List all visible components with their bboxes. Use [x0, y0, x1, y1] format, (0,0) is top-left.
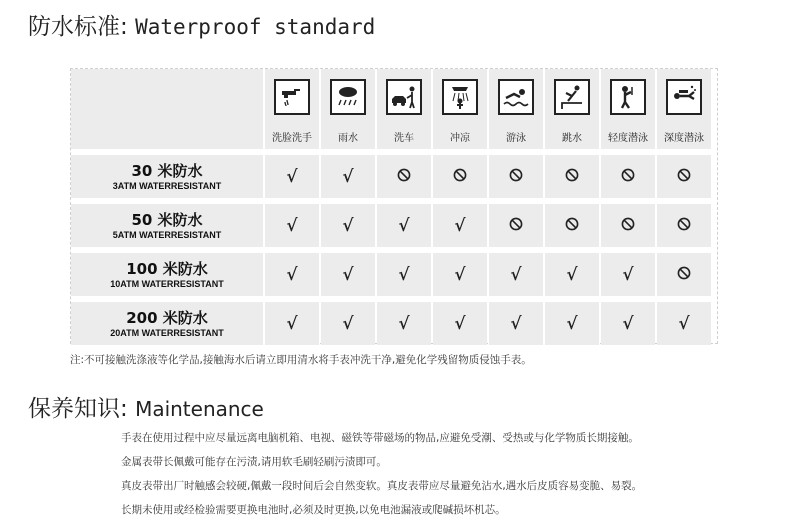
column-label: 冲凉 [450, 133, 470, 144]
column-header [321, 69, 375, 149]
table-cell [377, 204, 431, 247]
check-mark: √ [454, 215, 466, 236]
check-mark: √ [286, 166, 298, 187]
waterproof-table [70, 68, 718, 344]
column-label: 洗车 [394, 133, 414, 144]
row-header [71, 253, 263, 296]
table-cell [377, 253, 431, 296]
table-cell [265, 302, 319, 345]
waterproof-title-en: Waterproof standard [135, 15, 376, 39]
check-mark: √ [454, 264, 466, 285]
prohibited-icon [677, 167, 691, 186]
column-label: 雨水 [338, 133, 358, 144]
check-mark: √ [510, 313, 522, 334]
prohibited-icon [453, 167, 467, 186]
check-mark: √ [342, 313, 354, 334]
table-cell [601, 253, 655, 296]
check-mark: √ [566, 264, 578, 285]
row-header [71, 204, 263, 247]
diving-icon [554, 79, 590, 115]
check-mark: √ [342, 215, 354, 236]
row-header [71, 155, 263, 198]
check-mark: √ [286, 264, 298, 285]
table-cell [489, 155, 543, 198]
table-cell [657, 204, 711, 247]
rain-cloud-icon [330, 79, 366, 115]
check-mark: √ [622, 264, 634, 285]
column-label: 轻度潜泳 [608, 133, 648, 144]
prohibited-icon [621, 167, 635, 186]
maintenance-title [28, 390, 264, 423]
prohibited-icon [677, 216, 691, 235]
table-cell [265, 155, 319, 198]
table-cell [545, 253, 599, 296]
check-mark: √ [286, 215, 298, 236]
table-cell [545, 302, 599, 345]
atm-rating: 3ATM WATERRESISTANT [112, 181, 222, 191]
maintenance-title-cn: 保养知识: [28, 396, 128, 422]
table-cell [545, 204, 599, 247]
prohibited-icon [509, 167, 523, 186]
column-label: 深度潜泳 [664, 133, 704, 144]
column-header [489, 69, 543, 149]
faucet-icon [274, 79, 310, 115]
table-cell [433, 253, 487, 296]
note-text: 注:不可接触洗涤液等化学品,接触海水后请立即用清水将手表冲洗干净,避免化学残留物质侵蚀手表。 [70, 354, 532, 366]
prohibited-icon [509, 216, 523, 235]
column-header [433, 69, 487, 149]
depth-rating: 50 米防水 [131, 211, 203, 229]
shower-icon [442, 79, 478, 115]
check-mark: √ [622, 313, 634, 334]
table-cell [321, 155, 375, 198]
prohibited-icon [621, 216, 635, 235]
swimming-icon [498, 79, 534, 115]
check-mark: √ [398, 264, 410, 285]
depth-rating: 30 米防水 [131, 162, 203, 180]
column-header [377, 69, 431, 149]
table-cell [489, 253, 543, 296]
table-cell [433, 204, 487, 247]
maintenance-line: 真皮表带出厂时触感会较硬,佩戴一段时间后会自然变软。真皮表带应尽量避免沾水,遇水后皮质容易变脆、易裂。 [121, 480, 643, 492]
column-header [545, 69, 599, 149]
table-cell [601, 302, 655, 345]
table-cell [601, 204, 655, 247]
maintenance-line: 长期未使用或经检验需要更换电池时,必须及时更换,以免电池漏液或爬碱损坏机芯。 [121, 504, 506, 516]
table-cell [433, 155, 487, 198]
table-cell [545, 155, 599, 198]
table-cell [657, 302, 711, 345]
check-mark: √ [342, 264, 354, 285]
deep-diving-icon [666, 79, 702, 115]
atm-rating: 5ATM WATERRESISTANT [112, 230, 222, 240]
car-wash-icon [386, 79, 422, 115]
atm-rating: 20ATM WATERRESISTANT [110, 328, 224, 338]
table-cell [433, 302, 487, 345]
prohibited-icon [565, 216, 579, 235]
snorkeling-icon [610, 79, 646, 115]
row-header [71, 302, 263, 345]
check-mark: √ [286, 313, 298, 334]
check-mark: √ [566, 313, 578, 334]
check-mark: √ [342, 166, 354, 187]
depth-rating: 100 米防水 [126, 260, 208, 278]
maintenance-line: 金属表带长佩戴可能存在污渍,请用软毛刷轻刷污渍即可。 [121, 456, 387, 468]
check-mark: √ [510, 264, 522, 285]
check-mark: √ [398, 313, 410, 334]
table-cell [377, 155, 431, 198]
depth-rating: 200 米防水 [126, 309, 208, 327]
prohibited-icon [397, 167, 411, 186]
table-cell [321, 204, 375, 247]
waterproof-title-cn: 防水标准: [28, 14, 128, 40]
table-cell [489, 204, 543, 247]
table-corner [71, 69, 263, 149]
check-mark: √ [398, 215, 410, 236]
table-cell [657, 253, 711, 296]
column-header [265, 69, 319, 149]
check-mark: √ [454, 313, 466, 334]
table-cell [601, 155, 655, 198]
waterproof-title [28, 8, 375, 41]
table-cell [377, 302, 431, 345]
table-cell [489, 302, 543, 345]
maintenance-title-en: Maintenance [135, 397, 264, 421]
maintenance-line: 手表在使用过程中应尽量远离电脑机箱、电视、磁铁等带磁场的物品,应避免受潮、受热或与化学物质长期接触。 [121, 432, 639, 444]
table-cell [321, 253, 375, 296]
column-label: 洗脸洗手 [272, 133, 312, 144]
table-cell [321, 302, 375, 345]
atm-rating: 10ATM WATERRESISTANT [110, 279, 224, 289]
column-header [657, 69, 711, 149]
column-label: 跳水 [562, 133, 582, 144]
table-cell [265, 253, 319, 296]
prohibited-icon [565, 167, 579, 186]
column-label: 游泳 [506, 133, 526, 144]
prohibited-icon [677, 265, 691, 284]
table-cell [657, 155, 711, 198]
table-cell [265, 204, 319, 247]
column-header [601, 69, 655, 149]
check-mark: √ [678, 313, 690, 334]
